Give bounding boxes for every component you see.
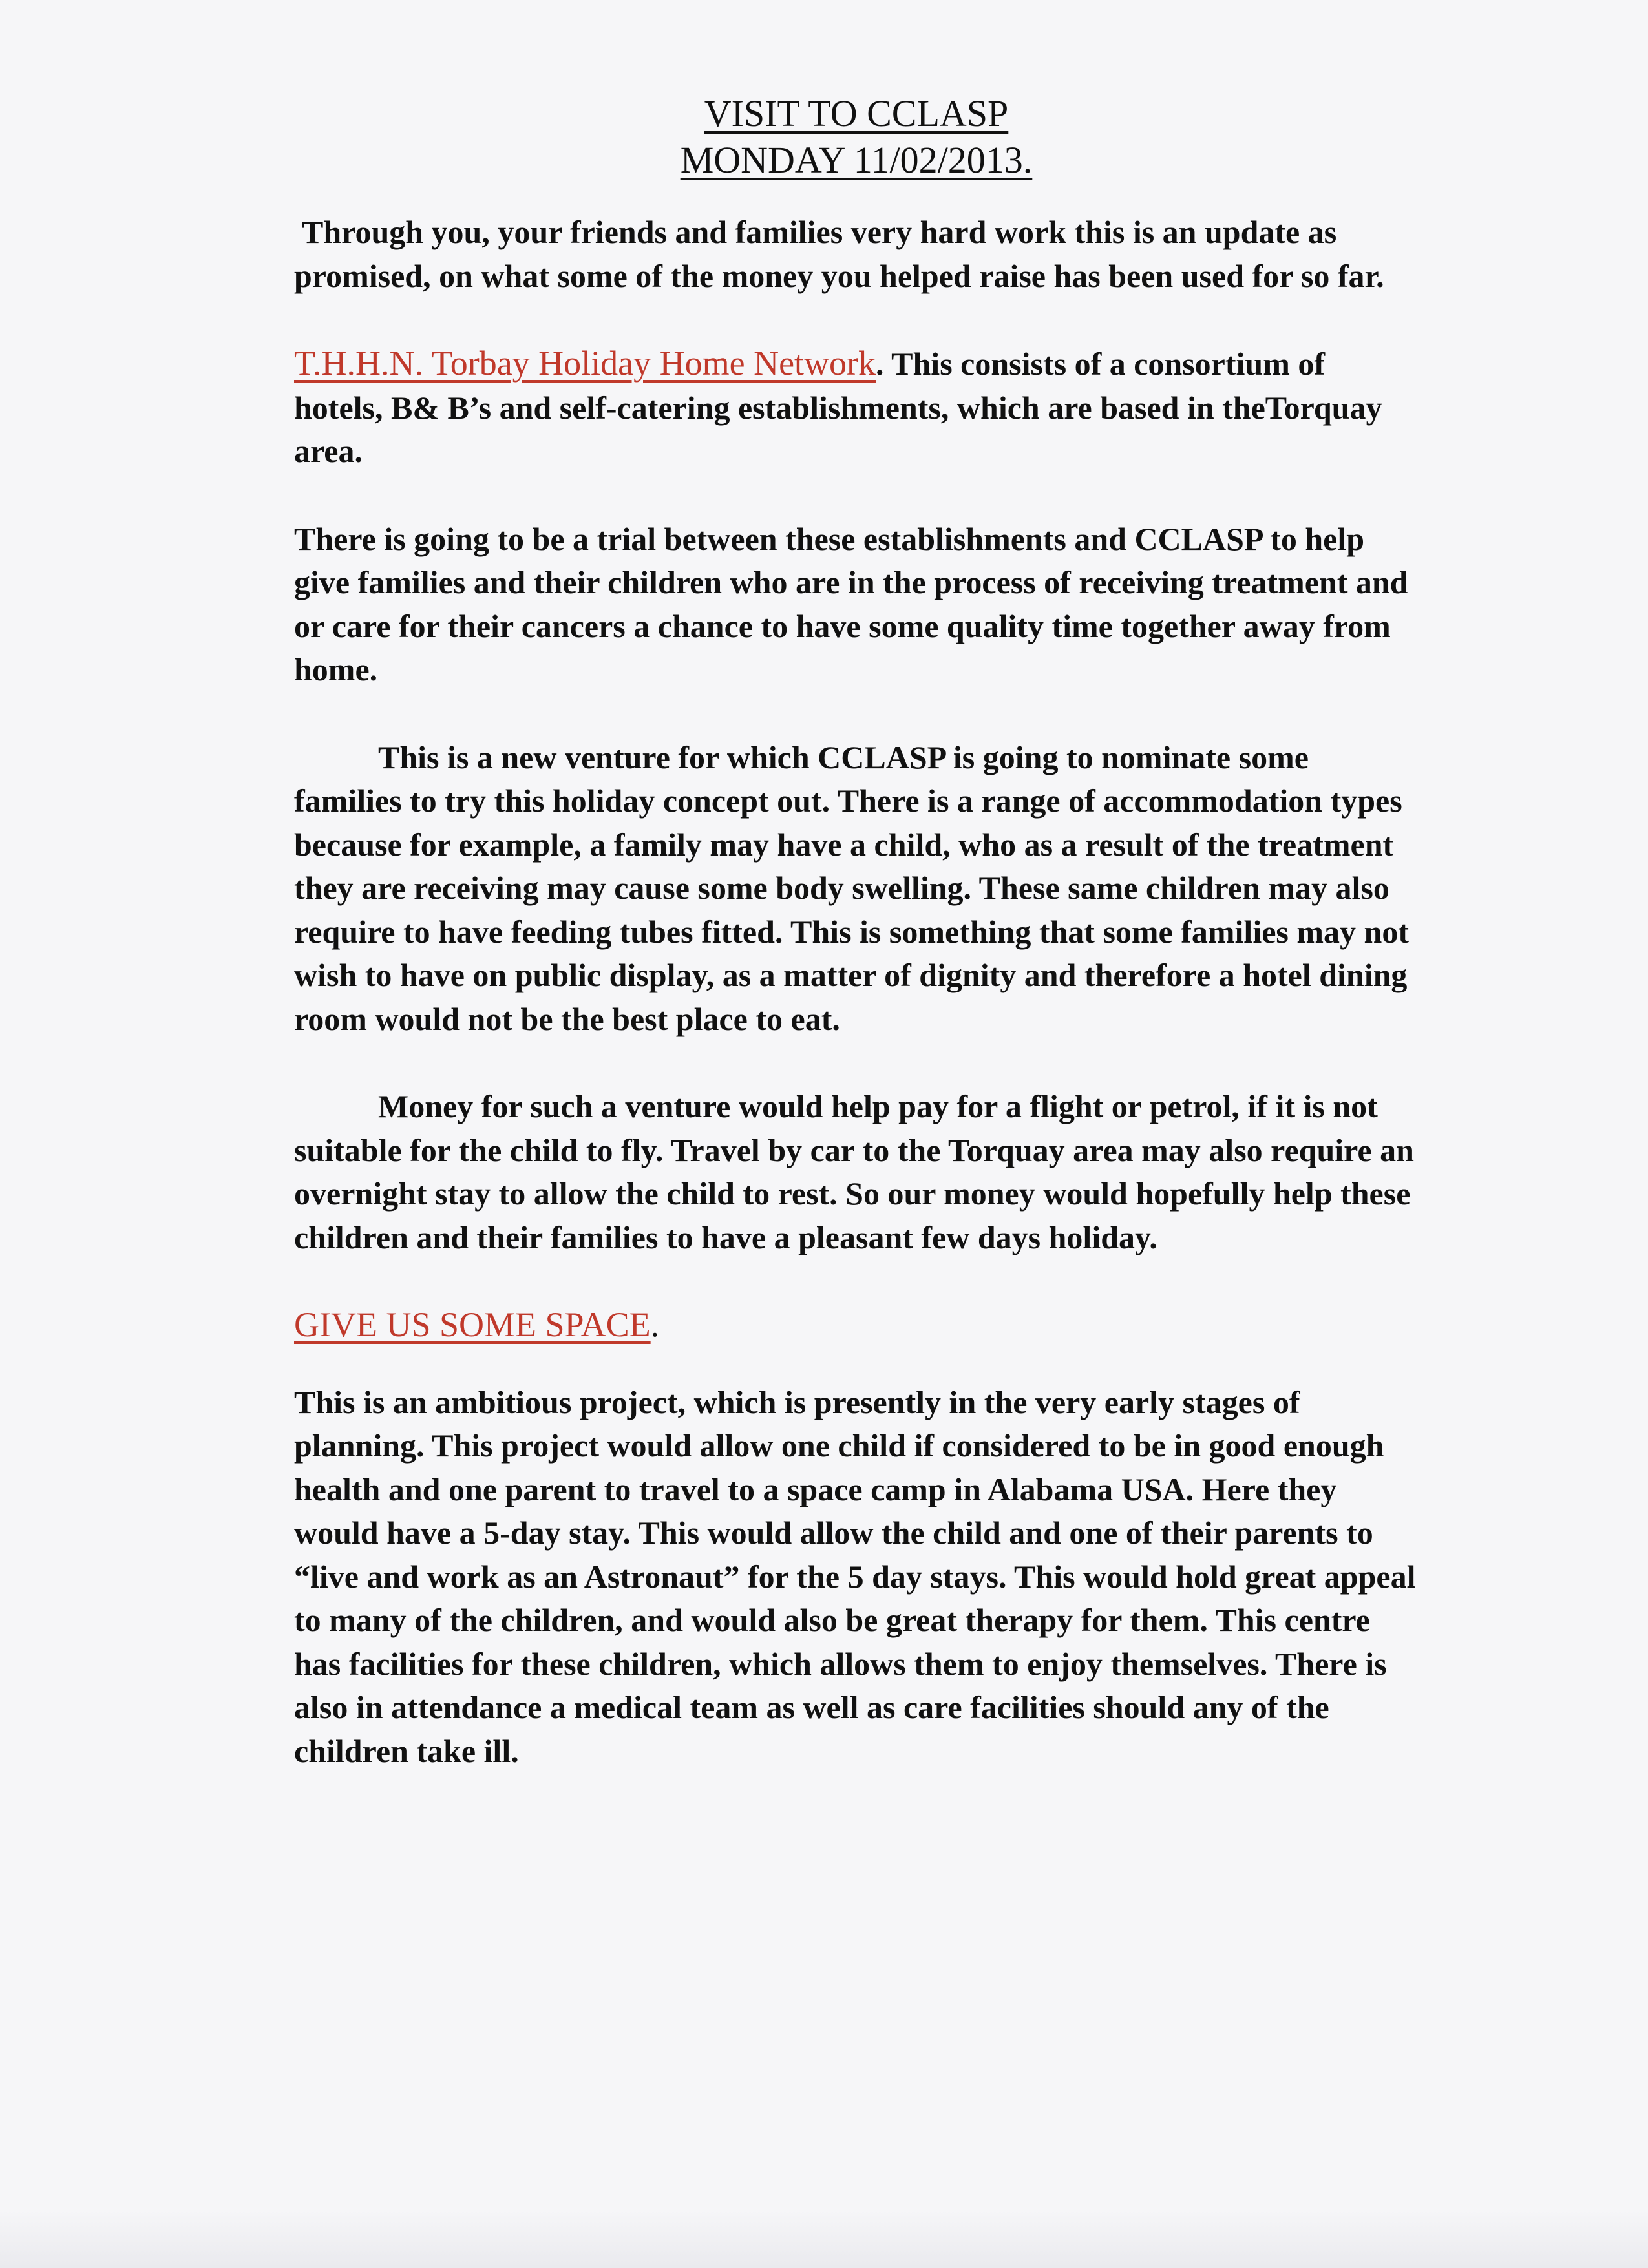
money-paragraph: Money for such a venture would help pay for a flight or petrol, if it is not suitable for the child to fly. Travel by car to the Torquay area may also require an overnight stay to allow the child to rest. So our money would hopefully help these children and their families to have a pleasant few days holiday. (294, 1088, 1414, 1255)
intro-paragraph: Through you, your friends and families very hard work this is an update as promised, on what some of the money you helped raise has been used for so far. (294, 214, 1384, 294)
title-line-1: VISIT TO CCLASP (704, 92, 1009, 134)
space-paragraph: This is an ambitious project, which is presently in the very early stages of planning. This project would allow one child if considered to be in good enough health and one parent to travel to a space camp in Alabama USA. Here they would have a 5-day stay. This would allow the child and one of their parents to “live and work as an Astronaut” for the 5 day stays. This would hold great appeal to many of the children, and would also be great therapy for them. This centre has facilities for these children, which allows them to enjoy themselves. There is also in attendance a medical team as well as care facilities should any of the children take ill. (294, 1383, 1416, 1769)
thhn-description: . This consists of a consortium of hotels, B& B’s and self-catering establishments, which are based in theTorquay area. (294, 346, 1382, 469)
venture-paragraph: This is a new venture for which CCLASP is going to nominate some families to try this holiday concept out. There is a range of accommodation types because for example, a family may have a child, who as a result of the treatment they are receiving may cause some body swelling. These same children may also require to have feeding tubes fitted. This is something that some families may not wish to have on public display, as a matter of dignity and therefore a hotel dining room would not be the best place to eat. (294, 739, 1409, 1037)
trial-paragraph: There is going to be a trial between these establishments and CCLASP to help give families and their children who are in the process of receiving treatment and or care for their cancers a chance to have some quality time together away from home. (294, 520, 1408, 688)
letter-body (294, 90, 1419, 1773)
space-heading-period: . (650, 1305, 660, 1344)
thhn-heading-link: T.H.H.N. Torbay Holiday Home Network (294, 344, 876, 383)
scan-bottom-edge (0, 2210, 1648, 2268)
space-section-heading (294, 1303, 1419, 1347)
thhn-paragraph (294, 342, 1419, 474)
letter-title (294, 90, 1419, 184)
title-line-2: MONDAY 11/02/2013. (680, 139, 1033, 181)
space-heading-link: GIVE US SOME SPACE (294, 1305, 651, 1344)
